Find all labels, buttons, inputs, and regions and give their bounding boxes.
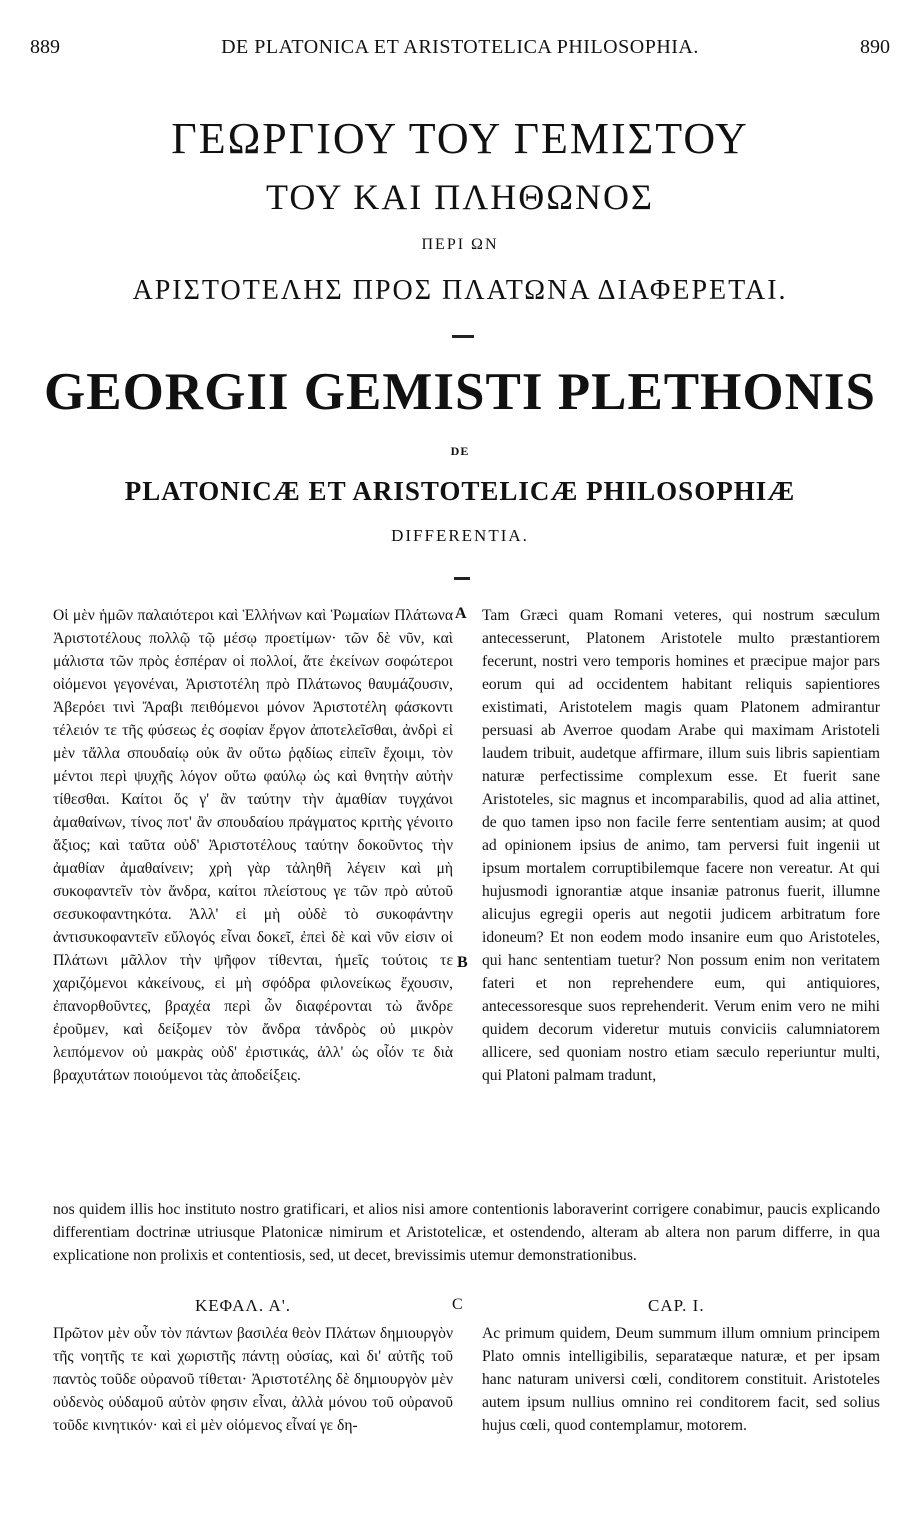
greek-title-line-1: ΓΕΩΡΓΙΟΥ ΤΟΥ ΓΕΜΙΣΤΟΥ xyxy=(171,114,749,163)
latin-title-line-1: GEORGII GEMISTI PLETHONIS xyxy=(44,363,876,421)
latin-chapter-heading: CAP. I. xyxy=(648,1296,705,1315)
greek-chapter-heading: ΚΕΦΑΛ. Α'. xyxy=(195,1296,292,1315)
title-divider-2 xyxy=(454,577,470,580)
greek-column-text-1: Οἱ μὲν ἡμῶν παλαιότεροι καὶ Ἑλλήνων καὶ Ῥωμαίων Πλάτωνα Ἀριστοτέλους πολλῷ τῷ μέσῳ προετίμων· τῶν δὲ νῦν, καὶ μάλιστα τῶν πρὸς ἑσπέραν οἱ πολλοί, ἅτε ἐκείνων σοφώτεροι οἰόμενοι γεγονέναι, Ἀριστοτέλη πρὸ Πλάτωνος θαυμάζουσιν, Ἀβερόει τινὶ Ἄραβι πειθόμενοι μόνον Ἀριστοτέλη φάσκοντι τέλειόν τε τῆς φύσεως ἐς σοφίαν ἔργον ἀποτελεῖσθαι, ἀνδρὶ εἰ μὲν τἄλλα σπουδαίῳ οὐκ ἂν οὕτω ῥᾳδίως εἰπεῖν ἔχοιμι, τὸν μέντοι περὶ ψυχῆς λόγον οὕτω φαύλῳ ὡς καὶ θνητὴν αὐτὴν τίθεσθαι. Καίτοι ὅς γ' ἂν ταύτην τὴν ἀμαθίαν τυγχάνοι ἀμαθαίνων, τίνος ποτ' ἂν σπουδαίου πράγματος κριτὴς γένοιτο ἄξιος; καὶ ταῦτα οὐδ' Ἀριστοτέλους ταύτην δοκοῦντος τὴν ἀμαθίαν ἀμαθαίνειν; χρὴ γὰρ τἀληθῆ λέγειν καὶ μὴ συκοφαντεῖν τὸν ἄνδρα, καίτοι πλείστους γε τῶν πρὸ αὐτοῦ σεσυκοφαντηκότα. Ἀλλ' εἰ μὴ οὐδὲ τὸ συκοφάντην ἀντισυκοφαντεῖν εὔλογός εἶναι δοκεῖ, ἐπεὶ δὲ καὶ νῦν εἰσιν οἱ Πλάτωνι μᾶλλον τὴν ψῆφον τίθενται, ἡμεῖς τούτοις τε χαριζόμενοι κἀκείνους, εἰ μὴ σφόδρα φιλονείκως ἔχουσιν, ἐπανορθοῦντες, βραχέα περὶ ὧν διαφέρονται τὼ ἄνδρε ἐροῦμεν, καὶ δείξομεν τὸν ἄνδρα τἀνδρὸς οὐ μικρὸν λειπόμενον οὐ μακρὰς οὐδ' ἐριστικάς, ἀλλ' ὡς οἷόν τε διὰ βραχυτάτων ποιούμενοι τὰς ἀποδείξεις. xyxy=(53,607,453,1084)
latin-title-line-4: DIFFERENTIA. xyxy=(391,526,529,545)
greek-column-text-2: Πρῶτον μὲν οὖν τὸν πάντων βασιλέα θεὸν Πλάτων δημιουργὸν τῆς νοητῆς τε καὶ χωριστῆς πάντῃ οὐσίας, καὶ δι' αὐτῆς τοῦ παντὸς τοῦδε οὐρανοῦ τίθεται· Ἀριστοτέλης δὲ δημιουργὸν μὲν οὐδενὸς οὐδαμοῦ αὐτὸν φησιν εἶναι, ἀλλὰ μόνου τοῦ οὐρανοῦ τοῦδε κινητικόν· καὶ εἰ μὲν οἰόμενος εἶναί γε δη- xyxy=(53,1325,453,1434)
greek-title-line-2: ΤΟΥ ΚΑΙ ΠΛΗΘΩΝΟΣ xyxy=(266,177,654,217)
running-head-title: DE PLATONICA ET ARISTOTELICA PHILOSOPHIA. xyxy=(221,36,699,58)
title-divider-1 xyxy=(452,335,474,338)
margin-letter-b: B xyxy=(457,954,468,971)
greek-title-line-3: ΠΕΡΙ ΩΝ xyxy=(421,236,499,253)
greek-title-line-4: ΑΡΙΣΤΟΤΕΛΗΣ ΠΡΟΣ ΠΛΑΤΩΝΑ ΔΙΑΦΕΡΕΤΑΙ. xyxy=(132,275,788,306)
page-number-right: 890 xyxy=(860,36,890,58)
margin-letter-a: A xyxy=(455,605,467,622)
page-number-left: 889 xyxy=(30,36,60,58)
latin-title-line-3: PLATONICÆ ET ARISTOTELICÆ PHILOSOPHIÆ xyxy=(124,476,796,506)
latin-full-width-text: nos quidem illis hoc instituto nostro gratificari, et alios nisi amore contentionis laboraverint corrigere conabimur, paucis explicando differentiam doctrinæ utriusque Platonicæ nimirum et Aristotelicæ, et ostendendo, alteram ab altera non parum differre, in qua explicatione non prolixis et contentiosis, sed, ut decet, brevissimis utemur demonstrationibus. xyxy=(53,1201,880,1264)
running-head xyxy=(30,36,890,62)
margin-letter-c: C xyxy=(452,1296,463,1313)
latin-title-line-2: DE xyxy=(450,444,470,458)
latin-column-text-2: Ac primum quidem, Deum summum illum omnium principem Plato omnis intelligibilis, separatæque naturæ, et per ipsam hanc naturam universi cœli, conditorem constituit. Aristoteles autem ipsum nullius omnino rei conditorem facit, sed solius hujus cœli, quod contemplamur, motorem. xyxy=(482,1325,880,1434)
latin-column-text-1: Tam Græci quam Romani veteres, qui nostrum sæculum antecesserunt, Platonem Aristotele multo præstantiorem fecerunt, nostri vero temporis homines et præcipue major pars eorum qui ad occidentem habitant reliquis sapientiores existimati, Aristotelem magis quam Platonem admirantur persuasi ab Averroe quodam Arabe qui maximam Aristoteli laudem tribuit, audetque affirmare, illum suis libris sapientiam naturæ perfectissime complexum esse. Et fuerit sane Aristoteles, sic magnus et incomparabilis, quod ad alia attinet, de quo tamen ipso non facile ferre sententiam ausim; at quod ad opinionem ipsius de animo, tam perversi fuit ingenii ut ipsum mortalem corruptibilemque facere non vereatur. At qui hujusmodi ignorantiæ atque insaniæ patronus fuerit, illumne alicujus egregii operis aut negotii judicem arbitratum fore idoneum? Et non eodem modo insanire eum quo Aristoteles, qui hanc sententiam tuetur? Non possum enim non veritatem fateri et non reprehendere eum, qui antiquiores, antecessoresque suos reprehenderit. Verum enim vero ne mihi quidem decorum videretur mutuis conviciis calumniatorem allicere, sed quoniam nostro etiam sæculo reperiuntur multi, qui Platoni palmam tradunt, xyxy=(482,607,880,1084)
